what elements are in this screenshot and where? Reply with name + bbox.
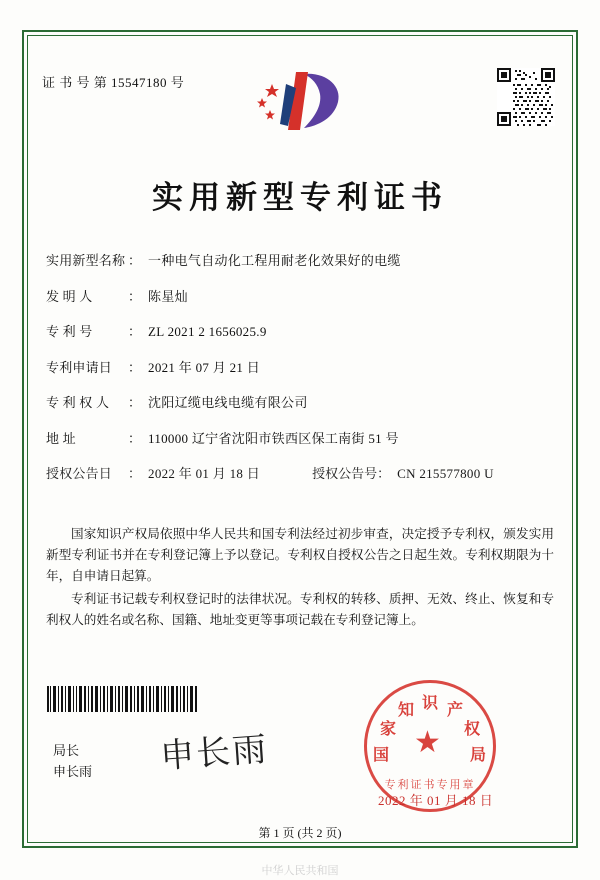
field-value: 一种电气自动化工程用耐老化效果好的电缆 [148,253,401,268]
seal-char: 产 [447,702,464,719]
seal-char: 国 [373,747,390,764]
body-paragraph-1: 国家知识产权局依照中华人民共和国专利法经过初步审查，决定授予专利权，颁发实用新型专利证书并在专利登记簿上予以登记。专利权自授权公告之日起生效。专利权期限为十年，自申请日起算。 [46,527,554,583]
seal-char: 局 [470,747,487,764]
field-label: 地 址 [46,430,76,446]
field-separator: ： [128,253,142,268]
seal-char: 权 [464,721,481,738]
field-value: ZL 2021 2 1656025.9 [148,324,267,339]
body-text [46,524,554,633]
seal-bottom-text: 专利证书专用章 [384,779,476,791]
cnipa-logo-icon [252,66,348,136]
field-label: 发 明 人 [46,288,93,304]
field-separator: ： [128,324,142,339]
seal-char: 知 [398,702,415,719]
field-row-patent-number [46,321,556,340]
field-label: 专利申请日 [46,359,113,375]
barcode [47,686,197,712]
director-name: 申长雨 [53,764,93,779]
field-separator: ： [128,466,142,481]
grant-number-label: 授权公告号 [312,466,378,481]
seal-star-icon: ★ [414,726,441,759]
handwritten-signature: 申长雨 [159,731,270,776]
seal-char: 识 [422,695,439,712]
field-label: 实用新型名称 [46,253,126,268]
field-value: 陈星灿 [148,288,188,304]
field-row-inventor [46,286,556,305]
director-label: 局长 [53,743,80,758]
certificate-number: 证 书 号 第 15547180 号 [42,75,185,90]
grant-date-label: 授权公告日 [46,466,113,481]
field-separator: ： [128,359,142,375]
field-label: 专 利 号 [46,324,93,339]
page-title: 实用新型专利证书 [152,180,448,215]
issue-date-stamp: 2022 年 01 月 18 日 [378,793,494,808]
page-number: 第 1 页 (共 2 页) [258,826,342,840]
footer-watermark: 中华人民共和国 [261,865,339,877]
director-block [53,740,92,782]
field-value: 110000 辽宁省沈阳市铁西区保工南街 51 号 [148,430,399,446]
field-list [46,250,556,498]
qr-code [497,68,555,126]
seal-char: 家 [380,721,397,738]
field-row-address [46,428,556,447]
field-value: 沈阳辽缆电线电缆有限公司 [148,395,308,410]
field-row-application-date [46,357,556,376]
grant-date-value: 2022 年 01 月 18 日 [148,466,261,481]
grant-number-group [312,463,494,482]
field-value: 2021 年 07 月 21 日 [148,359,261,375]
field-row-utility-model-name [46,250,556,269]
field-separator: ： [128,288,142,304]
field-row-grant-announcement [46,463,556,482]
field-label: 专 利 权 人 [46,395,110,410]
body-paragraph-2: 专利证书记载专利权登记时的法律状况。专利权的转移、质押、无效、终止、恢复和专利权人的姓名或名称、国籍、地址变更等事项记载在专利登记簿上。 [46,592,554,627]
field-separator: ： [128,395,142,410]
field-row-patentee [46,392,556,411]
grant-number-value: CN 215577800 U [397,466,494,481]
field-separator: ： [128,430,142,446]
field-separator: ： [377,466,391,481]
